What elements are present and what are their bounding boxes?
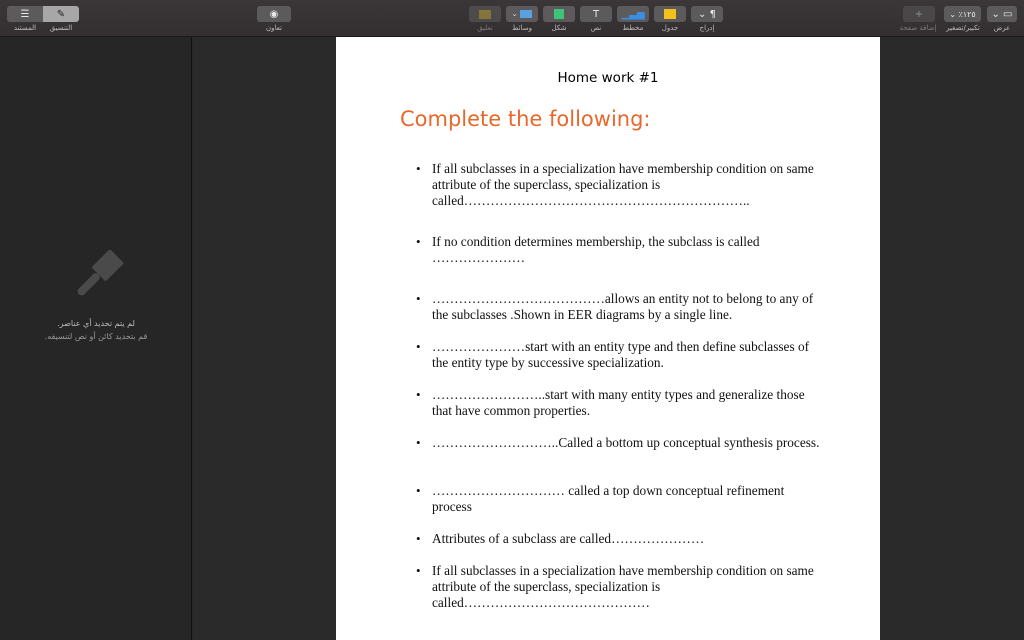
plus-icon: + [914,8,924,20]
text-label: نص [590,24,602,32]
view-button[interactable] [987,6,1017,22]
document-heading: Complete the following: [400,107,651,131]
collaborate-icon: ◉ [269,8,279,20]
document-icon: ☰ [20,8,30,20]
paragraph-icon: ⌄ ¶ [698,8,716,20]
list-item: • Attributes of a subclass are called………………… [432,531,822,547]
zoom-label: تكبير/تصغير [946,24,980,32]
table-icon [664,9,676,19]
document-button[interactable] [7,6,43,22]
document-title: Home work #1 [557,70,659,86]
list-item: • If no condition determines membership, the subclass is called ………………… [432,234,822,266]
paintbrush-icon [64,247,126,309]
view-label: عرض [993,24,1011,32]
list-item: • ………………………… called a top down conceptual refinement process [432,483,822,515]
table-button[interactable] [654,6,686,22]
shape-label: شكل [551,24,567,32]
list-item: • ……………………..start with many entity types and generalize those that have common properties. [432,387,822,419]
text-icon: T [592,8,600,20]
format-label: التنسيق [49,24,73,32]
chevron-down-icon: ⌄ [949,9,959,19]
format-sidebar [0,37,192,640]
media-label: وسائط [512,24,532,32]
chart-label: مخطط [622,24,644,32]
document-page[interactable] [336,37,880,640]
no-selection-hint: قم بتحديد كائن أو نص لتنسيقه. [44,332,148,341]
comment-button[interactable] [469,6,501,22]
insert-label: إدراج [699,24,715,32]
zoom-value: ٪١٢٥ [958,9,976,19]
list-item: • ………………………..Called a bottom up conceptual synthesis process. [432,435,822,451]
collaborate-label: تعاون [266,24,282,32]
table-label: جدول [661,24,679,32]
media-button[interactable] [506,6,538,22]
format-button[interactable] [43,6,79,22]
toolbar [0,0,1024,37]
no-selection-title: لم يتم تحديد أي عناصر. [57,319,135,328]
media-icon [520,10,532,18]
chart-icon: ▁▃▅ [621,8,645,20]
add-page-button[interactable] [903,6,935,22]
list-item: • …………………………………allows an entity not to belong to any of the subclasses .Shown in EER diagrams by a single line. [432,291,822,323]
list-item: • If all subclasses in a specialization have membership condition on same attribute of the superclass, specialization is called…………………………………… [432,563,822,611]
view-icon: ⌄ ▭ [991,8,1013,20]
add-page-label: إضافة صفحة [899,24,937,32]
paintbrush-icon: ✎ [56,8,66,20]
chevron-down-icon: ⌄ [511,10,518,18]
collaborate-button[interactable] [257,6,291,22]
comment-icon [479,10,491,19]
text-button[interactable] [580,6,612,22]
comment-label: تعليق [477,24,493,32]
shape-button[interactable] [543,6,575,22]
document-label: المستند [13,24,37,32]
list-item: • …………………start with an entity type and then define subclasses of the entity type by successive specialization. [432,339,822,371]
insert-button[interactable] [691,6,723,22]
zoom-button[interactable] [944,6,981,22]
chart-button[interactable] [617,6,649,22]
shape-icon [554,9,564,19]
list-item: • If all subclasses in a specialization have membership condition on same attribute of the superclass, specialization is called……………………………………………………….. [432,161,822,209]
